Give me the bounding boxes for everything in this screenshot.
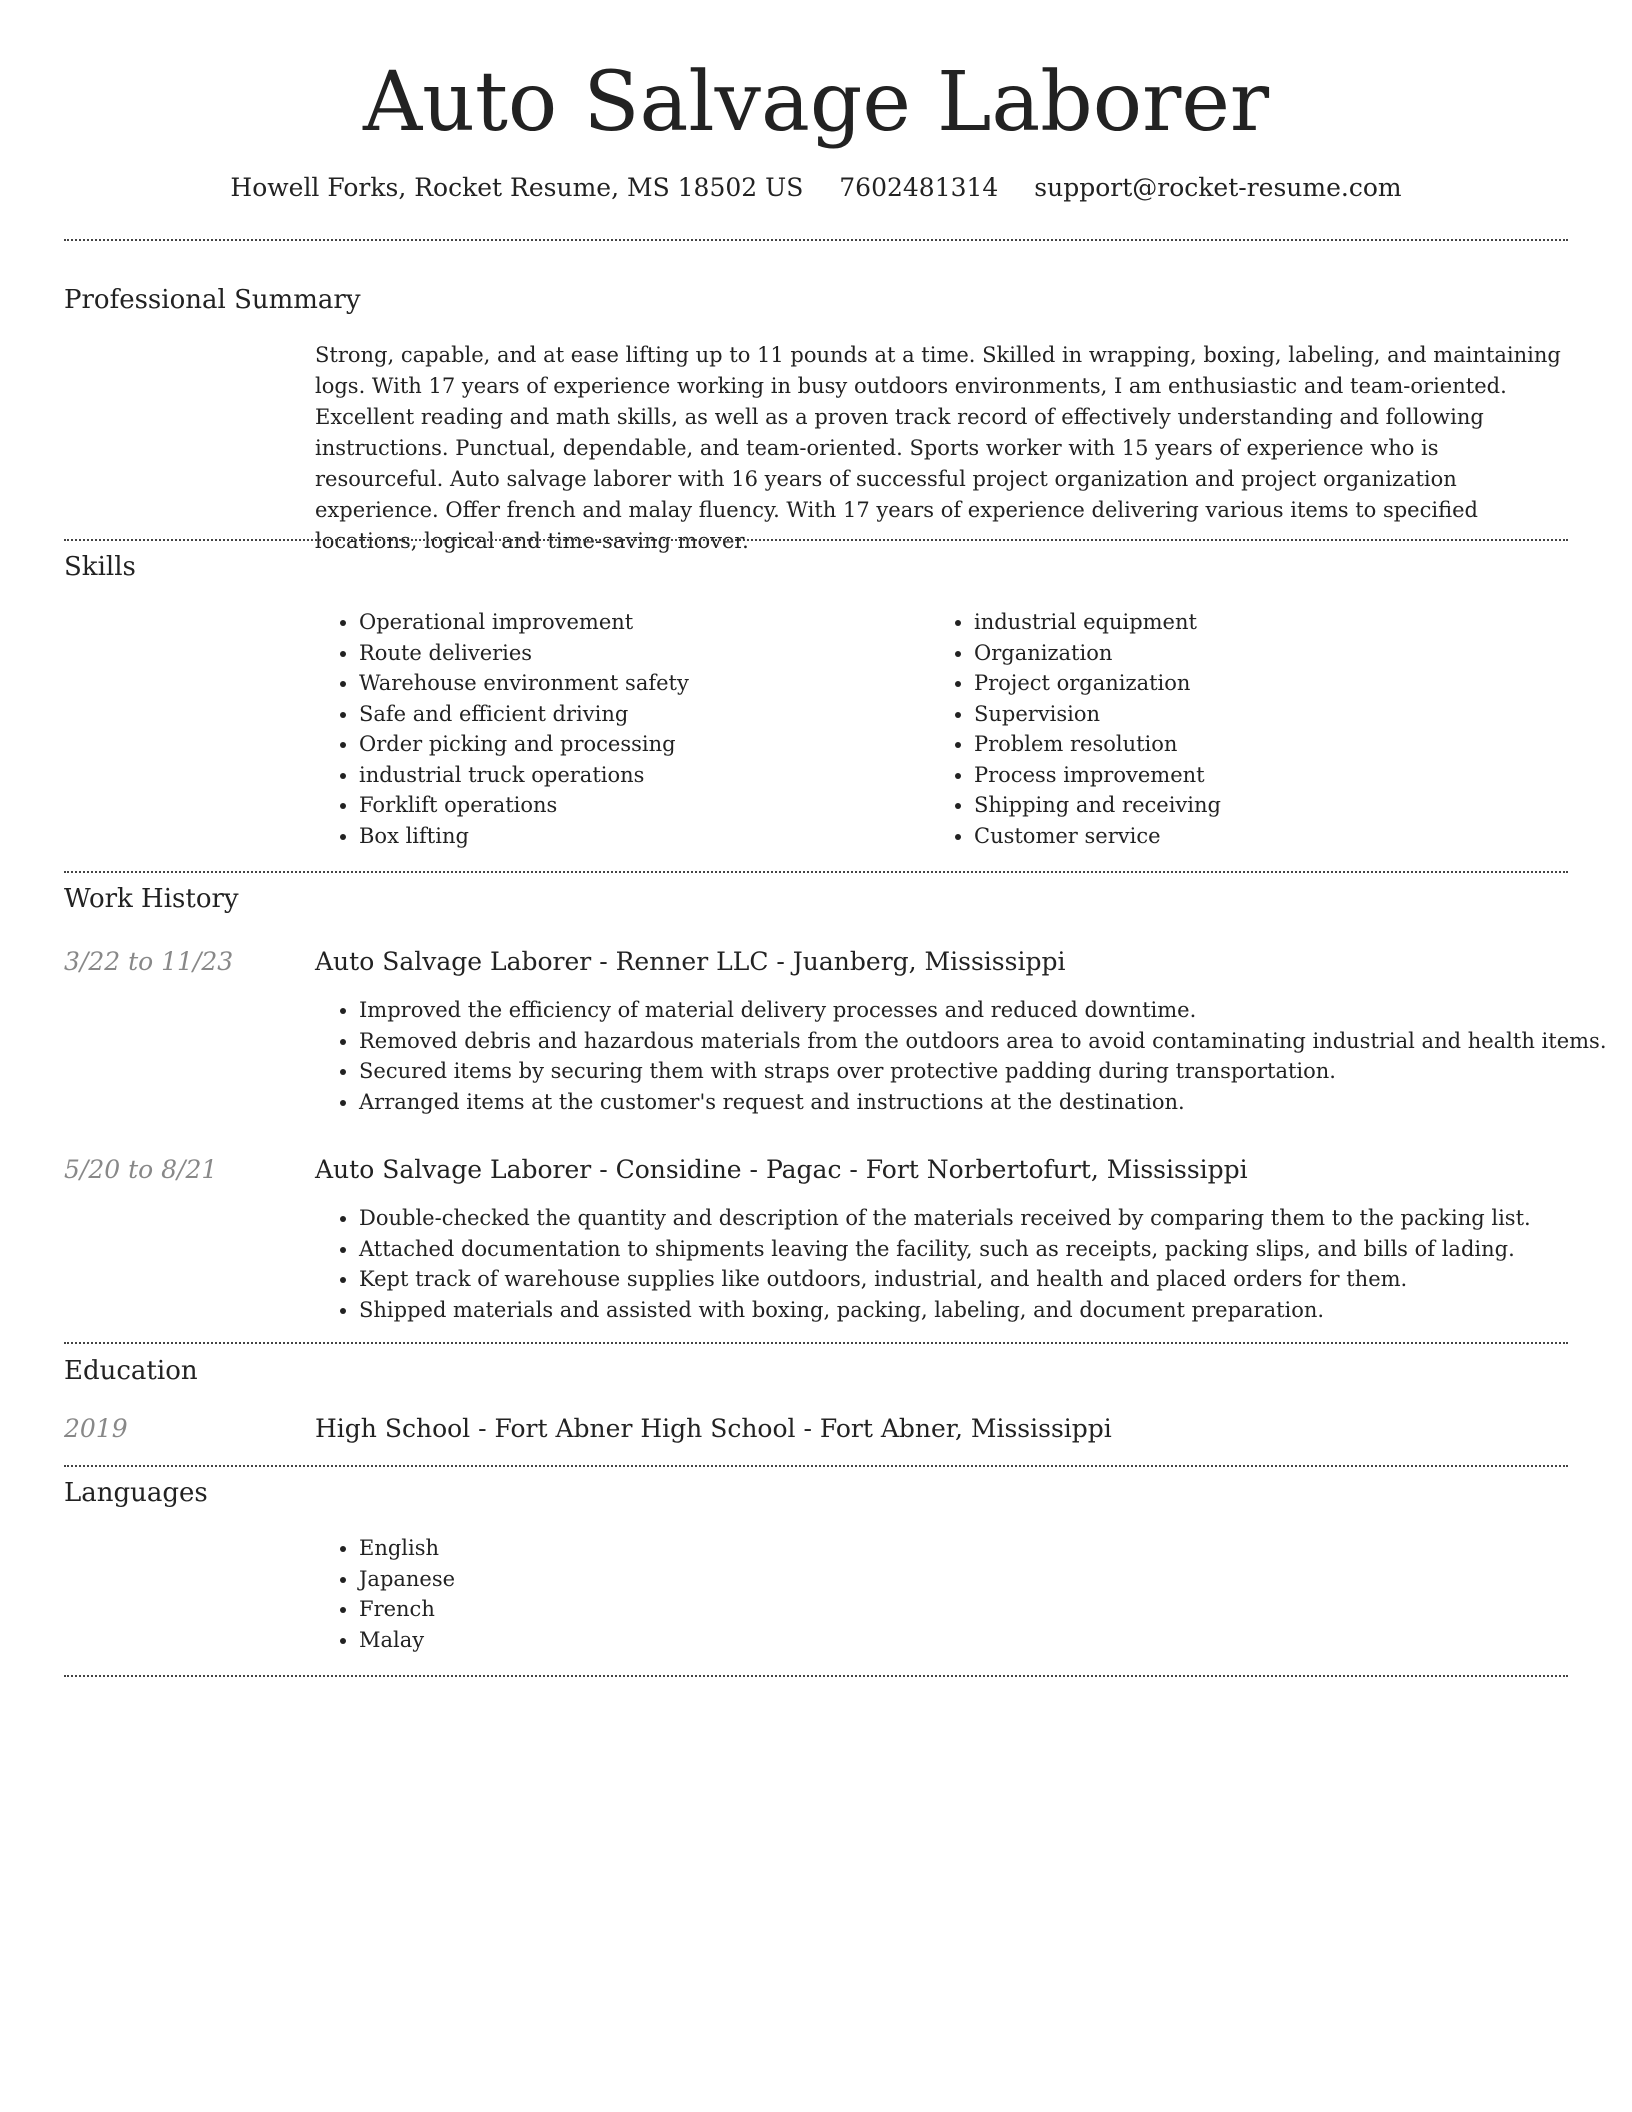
section-title-education: Education bbox=[64, 1356, 198, 1386]
skill-item: • Customer service bbox=[974, 821, 1574, 852]
job-bullets bbox=[315, 995, 1609, 1117]
section-title-languages: Languages bbox=[64, 1478, 208, 1508]
job-bullet: • Attached documentation to shipments leaving the facility, such as receipts, packing slips, and bills of lading. bbox=[359, 1234, 1609, 1265]
skill-item: • Safe and efficient driving bbox=[359, 699, 919, 730]
education-year: 2019 bbox=[64, 1414, 128, 1443]
section-title-skills: Skills bbox=[64, 552, 136, 582]
divider bbox=[64, 1465, 1568, 1467]
skill-item: • Shipping and receiving bbox=[974, 790, 1574, 821]
language-item: • Japanese bbox=[359, 1564, 859, 1595]
skill-item: • industrial equipment bbox=[974, 607, 1574, 638]
summary-text: Strong, capable, and at ease lifting up to 11 pounds at a time. Skilled in wrapping, boxing, labeling, and maintaining logs. With 17 years of experience working in busy outdoors environments, I am enthusiastic and team-oriented. Excellent reading and math skills, as well as a proven track record of effectively understanding and following instructions. Punctual, dependable, and team-oriented. Sports worker with 15 years of experience who is resourceful. Auto salvage laborer with 16 years of successful project organization and project organization experience. Offer french and malay fluency. With 17 years of experience delivering various items to specified locations, logical and time-saving mover. bbox=[315, 343, 1561, 553]
divider bbox=[64, 1675, 1568, 1677]
divider bbox=[64, 539, 1568, 541]
job-bullet: • Removed debris and hazardous materials from the outdoors area to avoid contaminating industrial and health items. bbox=[359, 1026, 1609, 1057]
section-title-summary: Professional Summary bbox=[64, 285, 361, 315]
skill-item: • Warehouse environment safety bbox=[359, 668, 919, 699]
languages-list bbox=[315, 1533, 859, 1655]
contact-email: support@rocket-resume.com bbox=[1034, 173, 1402, 202]
job-bullet: • Kept track of warehouse supplies like outdoors, industrial, and health and placed orders for them. bbox=[359, 1264, 1609, 1295]
skill-item: • Forklift operations bbox=[359, 790, 919, 821]
skills-list-left bbox=[315, 607, 919, 851]
skill-item: • Project organization bbox=[974, 668, 1574, 699]
job-title: Auto Salvage Laborer - Renner LLC - Juanberg, Mississippi bbox=[315, 947, 1066, 976]
skill-item: • Supervision bbox=[974, 699, 1574, 730]
section-title-work: Work History bbox=[64, 884, 239, 914]
language-item: • French bbox=[359, 1594, 859, 1625]
job-bullet: • Improved the efficiency of material delivery processes and reduced downtime. bbox=[359, 995, 1609, 1026]
contact-phone: 7602481314 bbox=[839, 173, 999, 202]
job-dates: 5/20 to 8/21 bbox=[64, 1155, 218, 1184]
education-entry: High School - Fort Abner High School - Fort Abner, Mississippi bbox=[315, 1414, 1112, 1443]
skill-item: • Order picking and processing bbox=[359, 729, 919, 760]
contact-address: Howell Forks, Rocket Resume, MS 18502 US bbox=[230, 173, 804, 202]
skill-item: • industrial truck operations bbox=[359, 760, 919, 791]
job-bullets bbox=[315, 1203, 1609, 1325]
contact-line bbox=[0, 170, 1632, 206]
skill-item: • Problem resolution bbox=[974, 729, 1574, 760]
job-title: Auto Salvage Laborer - Considine - Pagac - Fort Norbertofurt, Mississippi bbox=[315, 1155, 1248, 1184]
job-bullet: • Secured items by securing them with straps over protective padding during transportation. bbox=[359, 1056, 1609, 1087]
skills-list-right bbox=[930, 607, 1574, 851]
divider bbox=[64, 239, 1568, 241]
divider bbox=[64, 1342, 1568, 1344]
divider bbox=[64, 871, 1568, 873]
language-item: • English bbox=[359, 1533, 859, 1564]
job-dates: 3/22 to 11/23 bbox=[64, 947, 234, 976]
skill-item: • Operational improvement bbox=[359, 607, 919, 638]
resume-name: Auto Salvage Laborer bbox=[362, 55, 1270, 150]
job-bullet: • Arranged items at the customer's request and instructions at the destination. bbox=[359, 1087, 1609, 1118]
job-bullet: • Double-checked the quantity and description of the materials received by comparing them to the packing list. bbox=[359, 1203, 1609, 1234]
skill-item: • Box lifting bbox=[359, 821, 919, 852]
language-item: • Malay bbox=[359, 1625, 859, 1656]
skill-item: • Route deliveries bbox=[359, 638, 919, 669]
skill-item: • Organization bbox=[974, 638, 1574, 669]
job-bullet: • Shipped materials and assisted with boxing, packing, labeling, and document preparation. bbox=[359, 1295, 1609, 1326]
skill-item: • Process improvement bbox=[974, 760, 1574, 791]
